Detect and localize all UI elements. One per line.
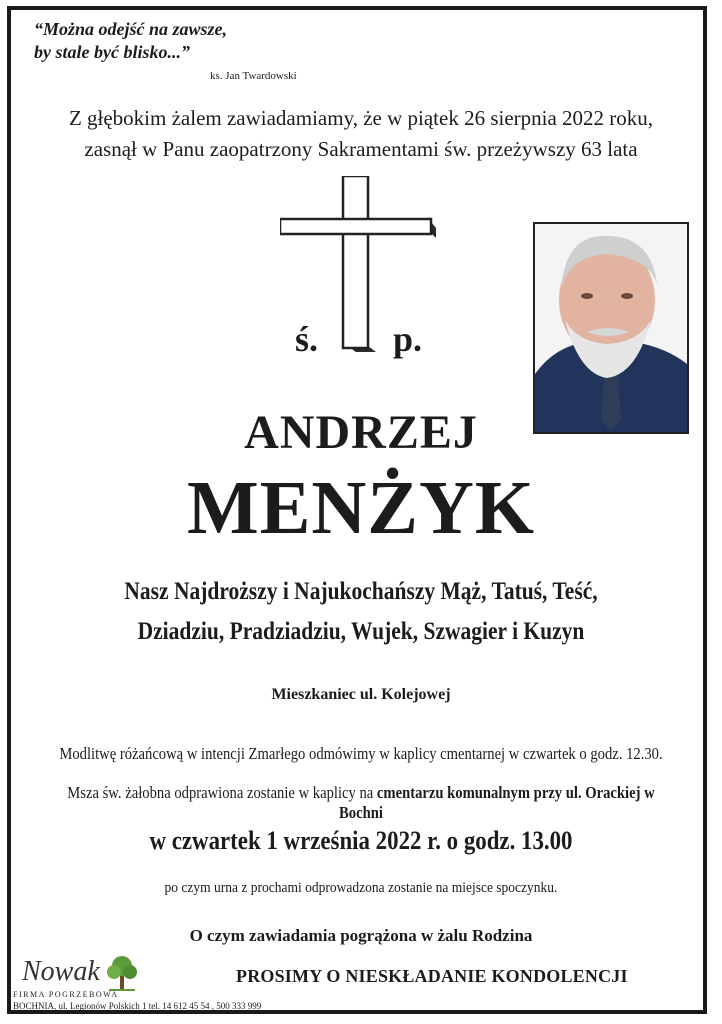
tree-icon: [105, 954, 139, 992]
deceased-photo: [533, 222, 689, 434]
death-announcement: [0, 103, 722, 165]
rosary-info: Modlitwę różańcową w intencji Zmarłego odmówimy w kaplicy cmentarnej w czwartek o godz. 12.30.: [59, 744, 663, 763]
sp-abbrev-s: ś.: [295, 319, 319, 359]
mass-place: cmentarzu komunalnym przy ul. Orackiej w Bochni: [339, 783, 655, 822]
mass-intro: Msza św. żałobna odprawiona zostanie w kaplicy na: [67, 783, 377, 802]
family-relations: [51, 572, 672, 652]
mass-info: [51, 783, 672, 823]
quote-author: ks. Jan Twardowski: [210, 70, 297, 82]
resident-info: Mieszkaniec ul. Kolejowej: [271, 686, 451, 703]
relations-line-1: Nasz Najdroższy i Najukochańszy Mąż, Tatuś, Teść,: [124, 578, 598, 605]
quote-line-1: “Można odejść na zawsze,: [34, 19, 228, 39]
funeral-date: w czwartek 1 września 2022 r. o godz. 13.00: [149, 826, 573, 855]
family-signature: O czym zawiadamia pogrążona w żalu Rodzina: [189, 926, 533, 945]
funeral-home-address: BOCHNIA, ul. Legionów Polskich 1 tel. 14 612 45 54 , 500 333 999: [13, 1001, 262, 1011]
no-condolences-note: PROSIMY O NIESKŁADANIE KONDOLENCJI: [236, 966, 628, 986]
urn-info: po czym urna z prochami odprowadzona zostanie na miejsce spoczynku.: [164, 880, 558, 896]
relations-line-2: Dziadziu, Pradziadziu, Wujek, Szwagier i Kuzyn: [137, 618, 585, 645]
announcement-line-2: zasnął w Panu zaopatrzony Sakramentami św. przeżywszy 63 lata: [84, 137, 638, 161]
announcement-line-1: Z głębokim żalem zawiadamiamy, że w piątek 26 sierpnia 2022 roku,: [68, 106, 654, 130]
quote-line-2: by stale być blisko...”: [34, 42, 190, 62]
funeral-home-logo: Nowak: [22, 956, 100, 987]
deceased-first-name: ANDRZEJ: [244, 406, 478, 459]
deceased-last-name: MENŻYK: [187, 466, 535, 550]
opening-quote: [34, 18, 227, 64]
funeral-home-subtitle: FIRMA POGRZEBOWA: [13, 990, 119, 999]
sp-abbrev-p: p.: [393, 319, 423, 359]
